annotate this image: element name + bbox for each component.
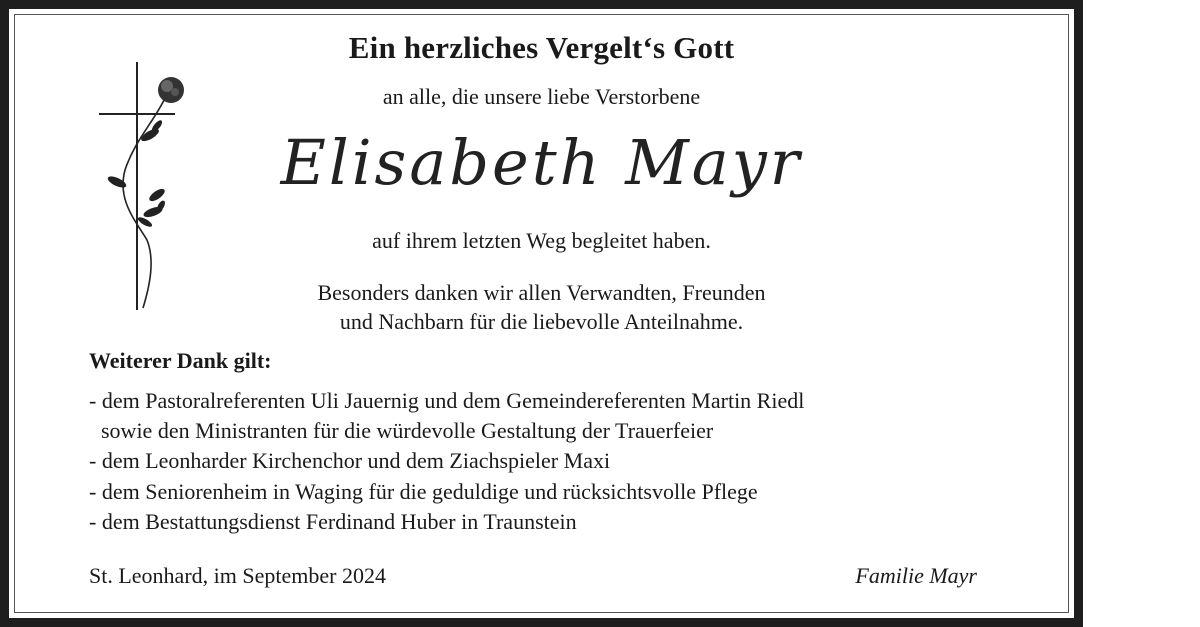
further-thanks-heading: Weiterer Dank gilt: — [89, 348, 272, 373]
thanks-line-1: Besonders danken wir allen Verwandten, Freunden — [317, 280, 766, 305]
intro-line-2: auf ihrem letzten Weg begleitet haben. — [372, 228, 711, 253]
signature: Familie Mayr — [855, 563, 977, 588]
list-item: sowie den Ministranten für die würdevolle Gestaltung der Trauerfeier — [101, 418, 714, 443]
list-item: - dem Pastoralreferenten Uli Jauernig und dem Gemeindereferenten Martin Riedl — [89, 388, 805, 413]
list-item: - dem Bestattungsdienst Ferdinand Huber in Traunstein — [89, 509, 577, 534]
title: Ein herzliches Vergelt‘s Gott — [348, 30, 735, 65]
intro-line: an alle, die unsere liebe Verstorbene — [382, 84, 701, 109]
deceased-name: Elisabeth Mayr — [280, 126, 803, 199]
place-date: St. Leonhard, im September 2024 — [89, 563, 386, 588]
list-item: - dem Seniorenheim in Waging für die geduldige und rücksichtsvolle Pflege — [89, 479, 758, 504]
list-item: - dem Leonharder Kirchenchor und dem Ziachspieler Maxi — [89, 448, 611, 473]
thanks-line-2: und Nachbarn für die liebevolle Anteilnahme. — [339, 309, 744, 334]
